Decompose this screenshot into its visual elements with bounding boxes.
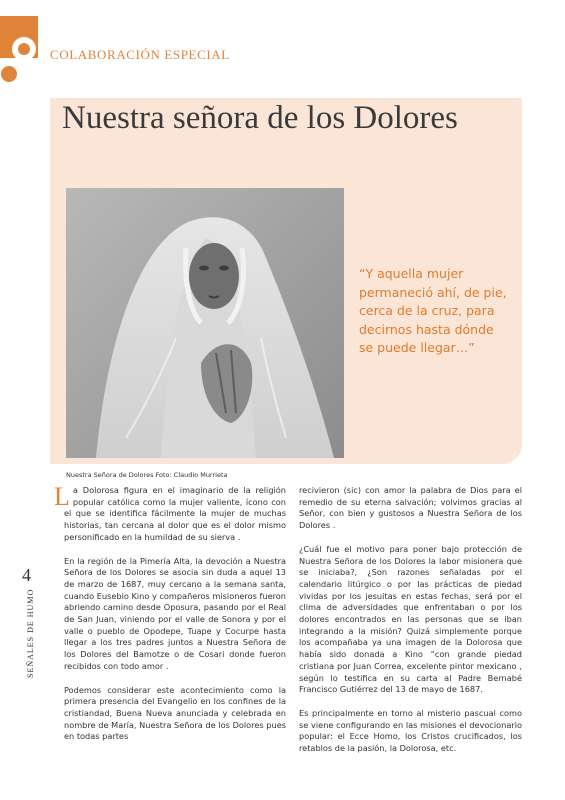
article-photo xyxy=(66,188,344,458)
section-label: COLABORACIÓN ESPECIAL xyxy=(50,47,230,62)
paragraph: En la región de la Pimería Alta, la devoción a Nuestra Señora de los Dolores se asocia sin duda a aquel 13 de marzo de 1687, muy cercano a la semana santa, cuando Eusebio Kino y compañeros misioneros fueron abriendo camino desde Oposura, pasando por el Real de San Juan, viniendo por el valle de Sonora y por el valle o pueblo de Opodepe, Tuape y Cocurpe hasta llegar a los tres padres juntos a Nuestra Señora de los Dolores del Bamotze o de Cosari donde fueron recibidos con todo amor . xyxy=(64,555,286,671)
publication-label xyxy=(26,590,38,680)
paragraph: Podemos considerar este acontecimiento como la primera presencia del Evangelio en los confines de la cristiandad, Buena Nueva anunciada y celebrada en nombre de María, Nuestra Señora de los Dolores pues en todas partes xyxy=(64,684,286,742)
article-title: Nuestra señora de los Dolores xyxy=(62,100,458,136)
drop-cap: L xyxy=(54,482,70,511)
left-column xyxy=(54,482,286,755)
page-number: 4 xyxy=(22,565,31,585)
right-column xyxy=(299,485,522,767)
paragraph: recivieron (sic) con amor la palabra de Dios para el remedio de su eterna salvación; volvimos gracias al Señor, con bien y gustosos a Nuestra Señora de los Dolores . xyxy=(299,485,522,531)
paragraph: La Dolorosa figura en el imaginario de la religión popular católica como la mujer valiente, ícono con el que se identifica fácilmente la mujer de muchas historias, tan cercana al dolor que es el dolor mismo personificado en la humildad de su sierva . xyxy=(54,482,286,542)
paragraph: ¿Cuál fue el motivo para poner bajo protección de Nuestra Señora de los Dolores la labor misionera que se iniciaba?, ¿Son razones señaladas por el calendario litúrgico o por las prácticas de piedad vividas por los jesuitas en estas fechas, será por el clima de adversidades que enfrentaban o por los dolores encontrados en las personas que se iban integrando a la misión? Quizá simplemente porque los acompañaba ya una imagen de la Dolorosa que había sido donada a Kino “con grande piedad cristiana por Juan Correa, excelente pintor mexicano , según lo testifica en su carta al Padre Bernabé Francisco Gutiérrez del 13 de mayo de 1687. xyxy=(299,543,522,695)
publication-name: SEÑALES DE HUMO xyxy=(26,588,35,678)
paragraph: Es principalmente en torno al misterio pascual como se viene configurando en las misiones el devocionario popular: el Ecce Homo, los Cristos crucificados, los retablos de la pasión, la Dolorosa, etc. xyxy=(299,707,522,754)
pull-quote: “Y aquella mujer permaneció ahí, de pie, cerca de la cruz, para decirnos hasta dónde se puede llegar…” xyxy=(359,266,507,355)
logo-mark xyxy=(0,16,38,82)
photo-caption: Nuestra Señora de Dolores Foto: Claudio Murrieta xyxy=(66,471,228,479)
